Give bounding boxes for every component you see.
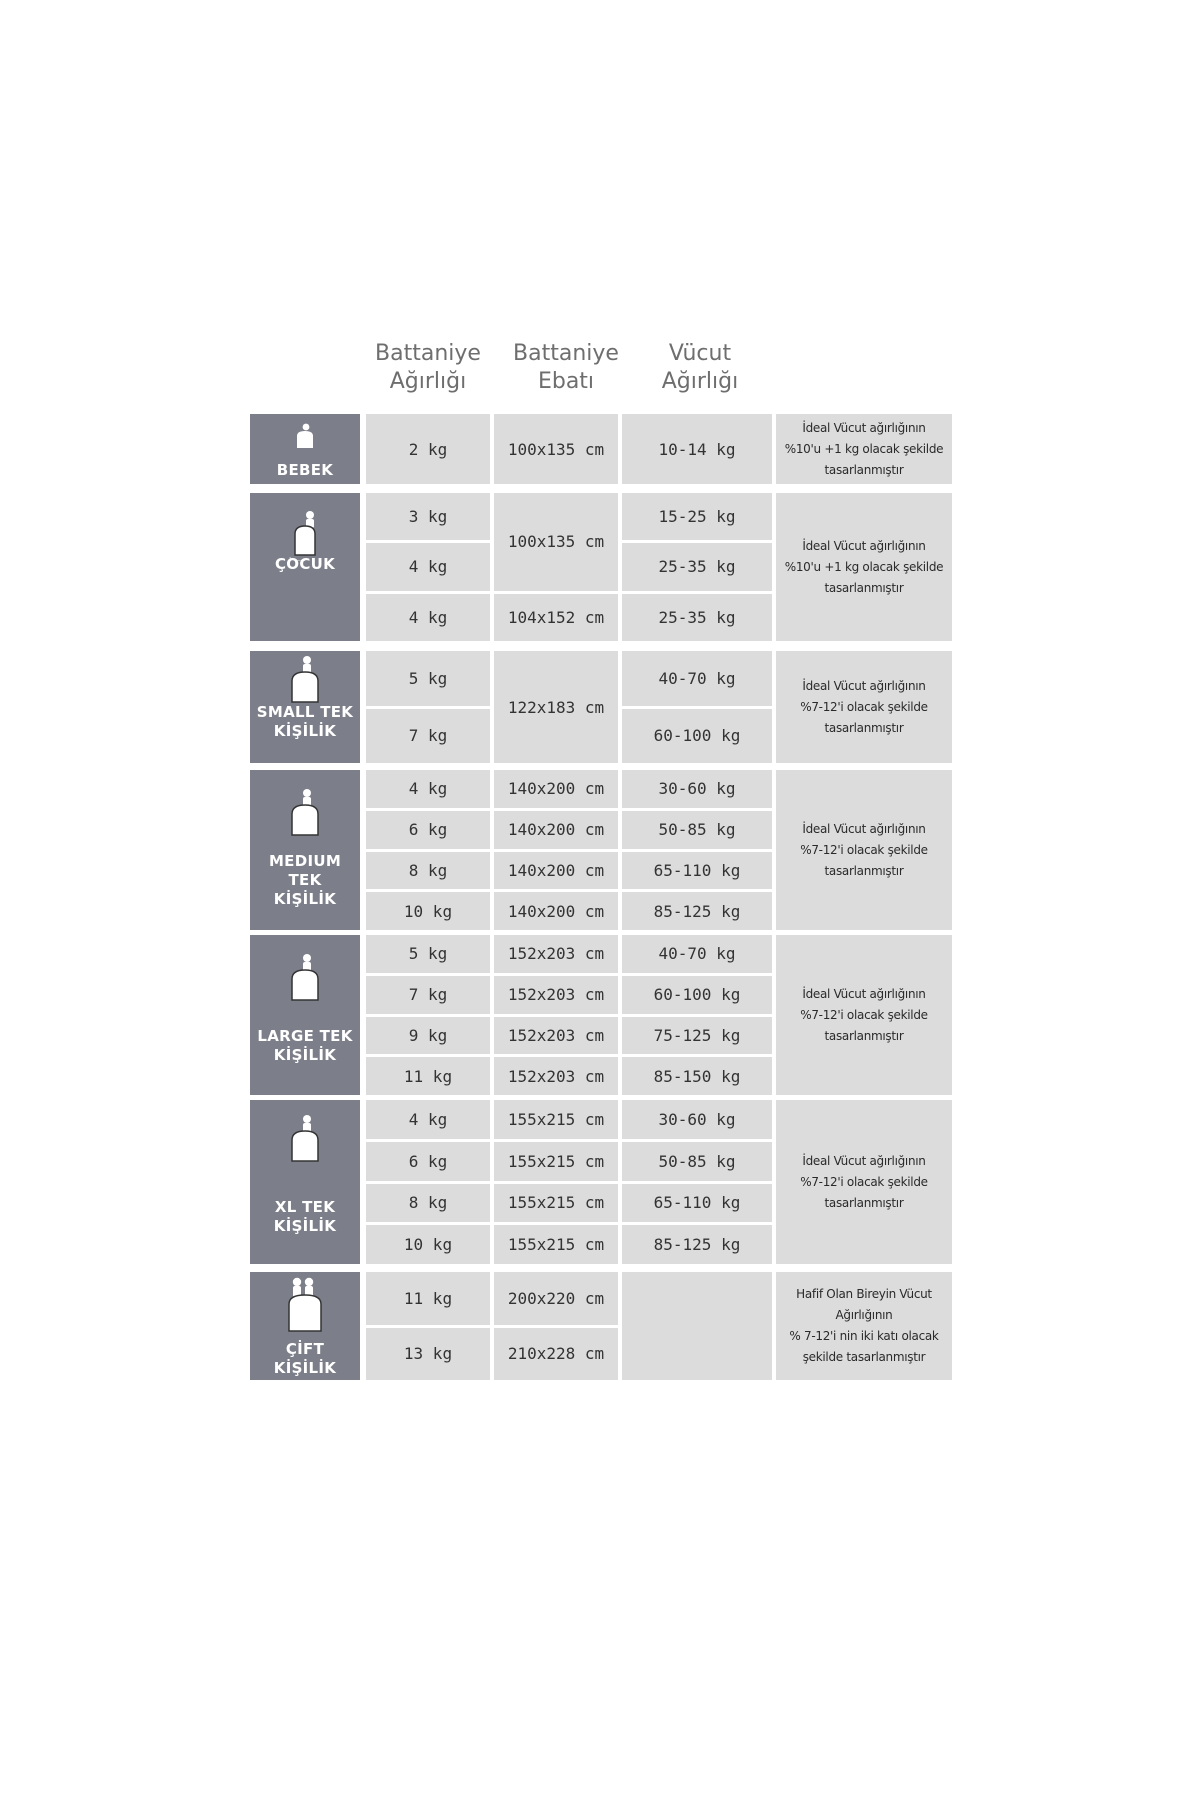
blanket-size-cell: 140x200 cm	[494, 892, 618, 930]
design-note-line: İdeal Vücut ağırlığının	[802, 1153, 926, 1168]
design-note-cell	[776, 414, 952, 484]
body-weight-cell: 30-60 kg	[622, 1100, 772, 1139]
body-weight-cell: 40-70 kg	[622, 935, 772, 973]
blanket-weight-cell: 2 kg	[366, 414, 490, 484]
category-label: ÇİFT	[285, 1340, 325, 1358]
blanket-weight-cell: 3 kg	[366, 493, 490, 540]
category-label: KİŞİLİK	[273, 1359, 337, 1377]
design-note-line: %10'u +1 kg olacak şekilde	[784, 441, 944, 456]
body-weight-cell: 50-85 kg	[622, 1142, 772, 1181]
child-figure-icon	[285, 509, 325, 561]
design-note-line: tasarlanmıştır	[824, 580, 904, 595]
design-note-line: tasarlanmıştır	[824, 863, 904, 878]
blanket-size-cell: 140x200 cm	[494, 852, 618, 890]
design-note-line: %7-12'i olacak şekilde	[800, 699, 928, 714]
category-label: XL TEK	[274, 1198, 336, 1216]
column-header-line: Ağırlığı	[389, 369, 467, 394]
body-weight-cell: 85-125 kg	[622, 1225, 772, 1264]
single-person-figure-icon	[286, 953, 324, 1003]
blanket-weight-cell: 8 kg	[366, 852, 490, 890]
design-note-line: tasarlanmıştır	[824, 1195, 904, 1210]
category-label: BEBEK	[276, 461, 334, 479]
blanket-weight-cell: 8 kg	[366, 1184, 490, 1223]
body-weight-cell: 30-60 kg	[622, 770, 772, 808]
body-weight-cell: 65-110 kg	[622, 1184, 772, 1223]
single-person-figure-icon	[286, 655, 324, 705]
blanket-size-cell: 104x152 cm	[494, 594, 618, 641]
design-note-cell	[776, 1100, 952, 1264]
blanket-size-cell: 155x215 cm	[494, 1100, 618, 1139]
category-label-block	[250, 935, 360, 1095]
blanket-weight-cell: 5 kg	[366, 651, 490, 706]
body-weight-cell: 15-25 kg	[622, 493, 772, 540]
design-note-cell	[776, 770, 952, 930]
blanket-weight-cell: 11 kg	[366, 1272, 490, 1325]
two-people-figure-icon	[283, 1276, 327, 1334]
body-weight-cell: 40-70 kg	[622, 651, 772, 706]
body-weight-cell	[622, 1272, 772, 1380]
category-label: SMALL TEK	[256, 703, 354, 721]
category-label-block	[250, 770, 360, 930]
category-label: KİŞİLİK	[273, 1046, 337, 1064]
single-person-figure-icon	[286, 788, 324, 838]
blanket-weight-cell: 6 kg	[366, 811, 490, 849]
blanket-weight-cell: 4 kg	[366, 770, 490, 808]
column-header-line: Battaniye	[513, 341, 619, 366]
design-note-line: İdeal Vücut ağırlığının	[802, 538, 926, 553]
design-note-cell	[776, 493, 952, 641]
blanket-size-cell: 155x215 cm	[494, 1142, 618, 1181]
design-note-line: şekilde tasarlanmıştır	[802, 1350, 926, 1364]
category-label: LARGE TEK	[257, 1027, 353, 1045]
body-weight-cell: 25-35 kg	[622, 543, 772, 590]
blanket-size-cell: 155x215 cm	[494, 1225, 618, 1264]
body-weight-cell: 65-110 kg	[622, 852, 772, 890]
category-label-block	[250, 1100, 360, 1264]
column-header-line: Battaniye	[375, 341, 481, 366]
design-note-cell	[776, 935, 952, 1095]
baby-figure-icon	[294, 422, 316, 450]
design-note-line: İdeal Vücut ağırlığının	[802, 420, 926, 435]
blanket-size-cell: 122x183 cm	[494, 651, 618, 763]
category-label-block	[250, 414, 360, 484]
design-note-line: % 7-12'i nin iki katı olacak	[789, 1329, 939, 1343]
column-header-line: Vücut	[668, 341, 732, 366]
blanket-weight-cell: 9 kg	[366, 1017, 490, 1055]
design-note-line: Hafif Olan Bireyin Vücut	[796, 1287, 932, 1301]
body-weight-cell: 85-150 kg	[622, 1057, 772, 1095]
category-label-block	[250, 1272, 360, 1380]
blanket-size-cell: 152x203 cm	[494, 976, 618, 1014]
category-label-block	[250, 493, 360, 641]
body-weight-cell: 75-125 kg	[622, 1017, 772, 1055]
design-note-line: Ağırlığının	[835, 1308, 893, 1322]
blanket-weight-cell: 11 kg	[366, 1057, 490, 1095]
blanket-size-cell: 100x135 cm	[494, 493, 618, 591]
blanket-weight-cell: 4 kg	[366, 594, 490, 641]
category-label: ÇOCUK	[274, 555, 336, 573]
design-note-cell	[776, 1272, 952, 1380]
blanket-weight-cell: 5 kg	[366, 935, 490, 973]
blanket-weight-cell: 4 kg	[366, 1100, 490, 1139]
blanket-size-cell: 152x203 cm	[494, 1057, 618, 1095]
column-header-line: Ağırlığı	[661, 369, 739, 394]
design-note-line: %7-12'i olacak şekilde	[800, 842, 928, 857]
blanket-weight-cell: 10 kg	[366, 892, 490, 930]
design-note-cell	[776, 651, 952, 763]
design-note-line: İdeal Vücut ağırlığının	[802, 678, 926, 693]
body-weight-cell: 60-100 kg	[622, 709, 772, 764]
body-weight-cell: 25-35 kg	[622, 594, 772, 641]
design-note-line: İdeal Vücut ağırlığının	[802, 986, 926, 1001]
design-note-line: %7-12'i olacak şekilde	[800, 1007, 928, 1022]
single-person-figure-icon	[286, 1114, 324, 1164]
blanket-weight-cell: 13 kg	[366, 1328, 490, 1381]
blanket-weight-cell: 10 kg	[366, 1225, 490, 1264]
body-weight-cell: 50-85 kg	[622, 811, 772, 849]
category-label: KİŞİLİK	[273, 1217, 337, 1235]
blanket-size-cell: 140x200 cm	[494, 811, 618, 849]
blanket-weight-cell: 4 kg	[366, 543, 490, 590]
blanket-size-cell: 200x220 cm	[494, 1272, 618, 1325]
blanket-size-cell: 140x200 cm	[494, 770, 618, 808]
category-label-block	[250, 651, 360, 763]
design-note-line: İdeal Vücut ağırlığının	[802, 821, 926, 836]
blanket-size-cell: 210x228 cm	[494, 1328, 618, 1381]
column-header-line: Ebatı	[537, 369, 595, 394]
blanket-weight-cell: 7 kg	[366, 976, 490, 1014]
blanket-size-cell: 152x203 cm	[494, 1017, 618, 1055]
design-note-line: tasarlanmıştır	[824, 462, 904, 477]
design-note-line: tasarlanmıştır	[824, 720, 904, 735]
body-weight-cell: 85-125 kg	[622, 892, 772, 930]
blanket-size-cell: 152x203 cm	[494, 935, 618, 973]
category-label: TEK	[288, 871, 322, 889]
body-weight-cell: 10-14 kg	[622, 414, 772, 484]
blanket-weight-cell: 7 kg	[366, 709, 490, 764]
category-label: KİŞİLİK	[273, 890, 337, 908]
blanket-weight-cell: 6 kg	[366, 1142, 490, 1181]
category-label: MEDIUM	[268, 852, 342, 870]
blanket-size-cell: 155x215 cm	[494, 1184, 618, 1223]
design-note-line: %10'u +1 kg olacak şekilde	[784, 559, 944, 574]
body-weight-cell: 60-100 kg	[622, 976, 772, 1014]
design-note-line: %7-12'i olacak şekilde	[800, 1174, 928, 1189]
blanket-size-cell: 100x135 cm	[494, 414, 618, 484]
category-label: KİŞİLİK	[273, 722, 337, 740]
design-note-line: tasarlanmıştır	[824, 1028, 904, 1043]
